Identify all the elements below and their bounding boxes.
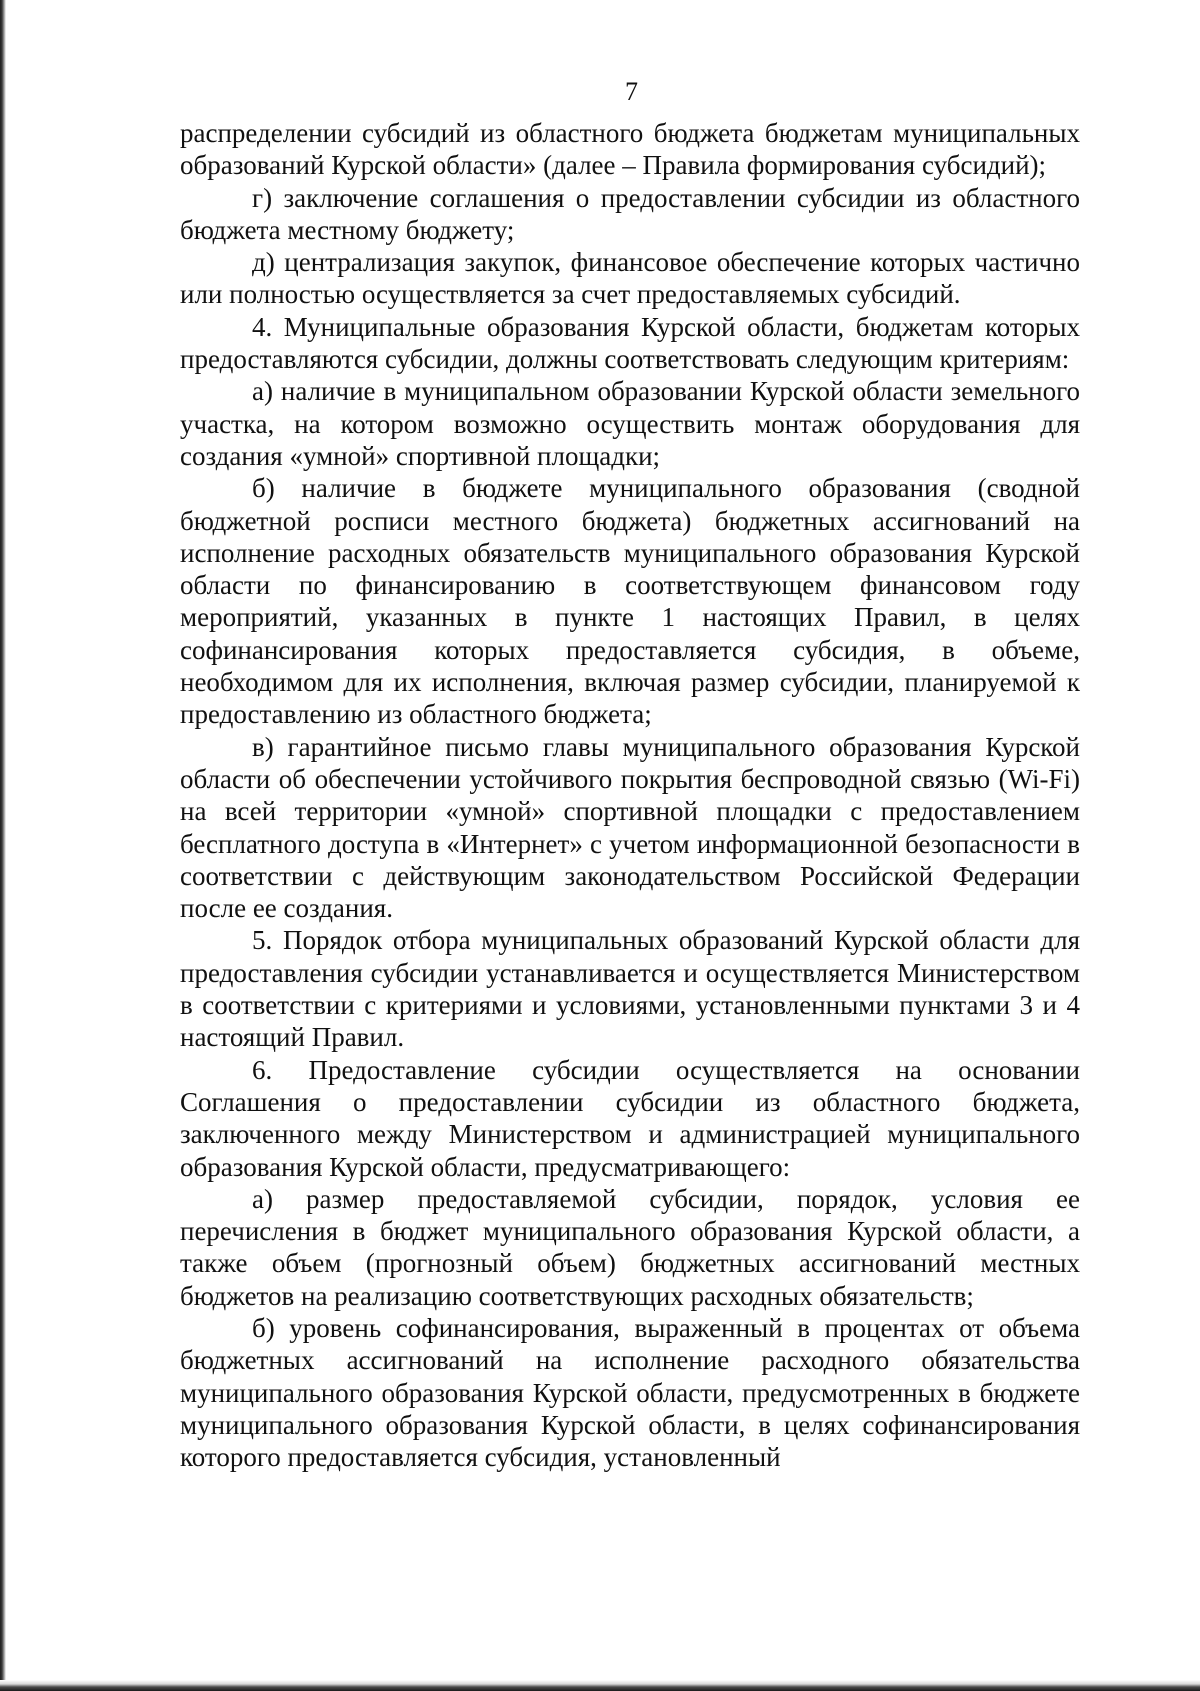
paragraph-item-d: д) централизация закупок, финансовое обеспечение которых частично или полностью осуществляется за счет предоставляемых субсидий. (180, 247, 1080, 310)
paragraph-clause-5: 5. Порядок отбора муниципальных образований Курской области для предоставления субсидии устанавливается и осуществляется Министерством в соответствии с критериями и условиями, установленными пунктами 3 и 4 настоящий Правил. (180, 925, 1080, 1053)
paragraph-clause-4-item-a: а) наличие в муниципальном образовании Курской области земельного участка, на котором возможно осуществить монтаж оборудования для создания «умной» спортивной площадки; (180, 376, 1080, 471)
paragraph-clause-4: 4. Муниципальные образования Курской области, бюджетам которых предоставляются субсидии, должны соответствовать следующим критериям: (180, 311, 1080, 375)
document-body (180, 117, 1080, 1473)
paragraph-clause-6-item-b: б) уровень софинансирования, выраженный в процентах от объема бюджетных ассигнований на исполнение расходного обязательства муниципального образования Курской области, предусмотренных в бюджете муниципального образования Курской области, в целях софинансирования которого предоставляется субсидия, установленный (180, 1312, 1080, 1473)
paragraph-clause-4-item-v: в) гарантийное письмо главы муниципального образования Курской области об обеспечении устойчивого покрытия беспроводной связью (Wi-Fi) на всей территории «умной» спортивной площадки с предоставлением бесплатного доступа в «Интернет» с учетом информационной безопасности в соответствии с действующим законодательством Российской Федерации после ее создания. (180, 731, 1080, 924)
scan-left-edge (0, 0, 6, 1691)
paragraph-continuation-rules: распределении субсидий из областного бюджета бюджетам муниципальных образований Курской области» (далее – Правила формирования субсидий); (180, 118, 1080, 181)
page-number: 7 (625, 77, 638, 106)
paragraph-item-g: г) заключение соглашения о предоставлении субсидии из областного бюджета местному бюджету; (180, 182, 1080, 245)
paragraph-clause-4-item-b: б) наличие в бюджете муниципального образования (сводной бюджетной росписи местного бюджета) бюджетных ассигнований на исполнение расходных обязательств муниципального образования Курской области по финансированию в соответствующем финансовом году мероприятий, указанных в пункте 1 настоящих Правил, в целях софинансирования которых предоставляется субсидия, в объеме, необходимом для их исполнения, включая размер субсидии, планируемой к предоставлению из областного бюджета; (180, 473, 1080, 730)
paragraph-clause-6: 6. Предоставление субсидии осуществляется на основании Соглашения о предоставлении субсидии из областного бюджета, заключенного между Министерством и администрацией муниципального образования Курской области, предусматривающего: (180, 1054, 1080, 1182)
scan-bottom-edge (0, 1680, 1200, 1691)
paragraph-clause-6-item-a: а) размер предоставляемой субсидии, порядок, условия ее перечисления в бюджет муниципального образования Курской области, а также объем (прогнозный объем) бюджетных ассигнований местных бюджетов на реализацию соответствующих расходных обязательств; (180, 1183, 1080, 1311)
